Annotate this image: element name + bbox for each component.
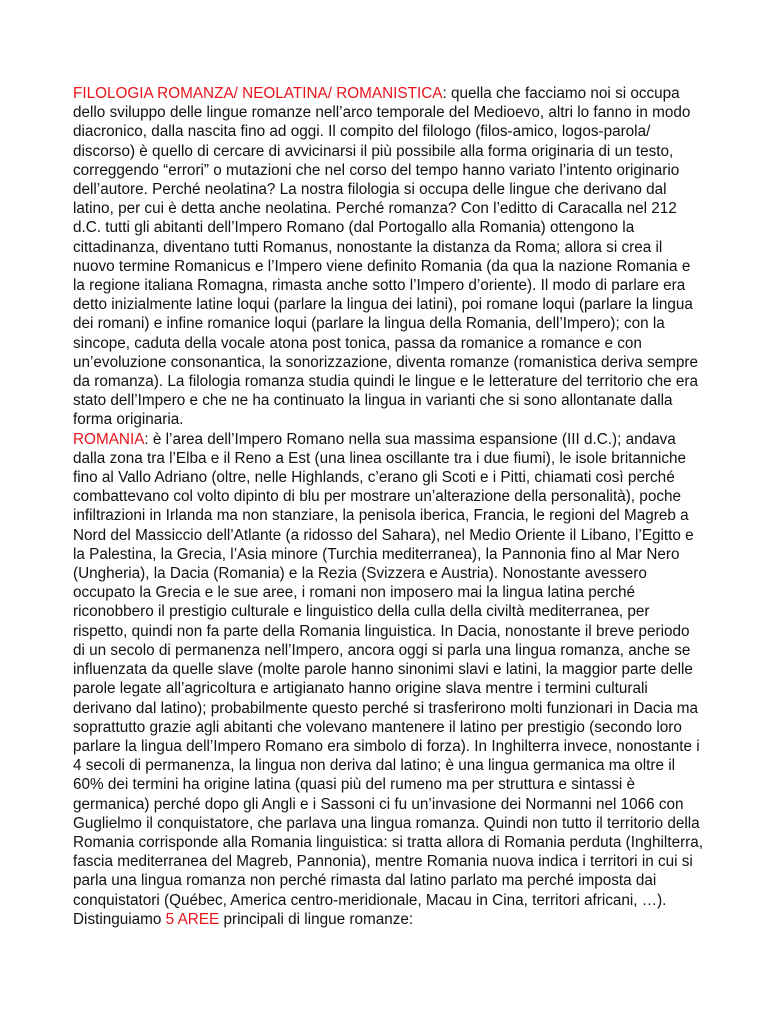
paragraph-romania <box>73 430 705 910</box>
paragraph-romania-body: : è l’area dell’Impero Romano nella sua massima espansione (III d.C.); andava dalla zona tra l’Elba e il Reno a Est (una linea oscillante tra i due fiumi), le isole britanniche fino al Vallo Adriano (oltre, nelle Highlands, c’erano gli Scoti e i Pitti, chiamati così perché combattevano col volto dipinto di blu per mostrare un’alterazione della personalità), poche infiltrazioni in Irlanda ma non stanziare, la penisola iberica, Francia, le regioni del Magreb a Nord del Massiccio dell’Atlante (a ridosso del Sahara), nel Medio Oriente il Libano, l’Egitto e la Palestina, la Grecia, l’Asia minore (Turchia mediterranea), la Pannonia fino al Mar Nero (Ungheria), la Dacia (Romania) e la Rezia (Svizzera e Austria). Nonostante avessero occupato la Grecia e le sue aree, i romani non imposero mai la lingua latina perché riconobbero il prestigio culturale e linguistico della culla della civiltà mediterranea, per rispetto, quindi non fa parte della Romania linguistica. In Dacia, nonostante il breve periodo di un secolo di permanenza nell’Impero, ancora oggi si parla una lingua romanza, anche se influenzata da quelle slave (molte parole hanno sinonimi slavi e latini, la maggior parte delle parole legate all’agricoltura e artigianato hanno origine slava mentre i termini culturali derivano dal latino); probabilmente questo perché si trasferirono molti funzionari in Dacia ma soprattutto grazie agli abitanti che volevano mantenere il latino per prestigio (secondo loro parlare la lingua dell’Impero Romano era simbolo di forza). In Inghilterra invece, nonostante i 4 secoli di permanenza, la lingua non deriva dal latino; è una lingua germanica ma oltre il 60% dei termini ha origine latina (quasi più del rumeno ma per struttura e sintassi è germanica) perché dopo gli Angli e i Sassoni ci fu un’invasione dei Normanni nel 1066 con Guglielmo il conquistatore, che parlava una lingua romanza. Quindi non tutto il territorio della Romania corrisponde alla Romania linguistica: si tratta allora di Romania perduta (Inghilterra, fascia mediterranea del Magreb, Pannonia), mentre Romania nuova indica i territori in cui si parla una lingua romanza non perché rimasta dal latino parlato ma perché imposta dai conquistatori (Québec, America centro-meridionale, Macau in Cina, territori africani, …). <box>73 430 704 909</box>
heading-romania: ROMANIA <box>73 430 145 448</box>
paragraph-filologia-romanza-body: : quella che facciamo noi si occupa dello sviluppo delle lingue romanze nell’arco temporale del Medioevo, altri lo fanno in modo diacronico, dalla nascita fino ad oggi. Il compito del filologo (filos-amico, logos-parola/ discorso) è quello di cercare di avvicinarsi il più possibile alla forma originaria di un testo, correggendo “errori” o mutazioni che nel corso del tempo hanno variato l’intento originario dell’autore. Perché neolatina? La nostra filologia si occupa delle lingue che derivano dal latino, per cui è detta anche neolatina. Perché romanza? Con l’editto di Caracalla nel 212 d.C. tutti gli abitanti dell’Impero Romano (dal Portogallo alla Romania) ottengono la cittadinanza, diventano tutti Romanus, nonostante la distanza da Roma; allora si crea il nuovo termine Romanicus e l’Impero viene definito Romania (da qua la nazione Romania e la regione italiana Romagna, rimasta anche sotto l’Impero d’oriente). Il modo di parlare era detto inizialmente latine loqui (parlare la lingua dei latini), poi romane loqui (parlare la lingua dei romani) e infine romanice loqui (parlare la lingua della Romania, dell’Impero); con la sincope, caduta della vocale atona post tonica, passa da romanice a romance e con un’evoluzione consonantica, la sonorizzazione, diventa romanze (romanistica deriva sempre da romanza). La filologia romanza studia quindi le lingue e le letterature del territorio che era stato dell’Impero e che ne ha continuato la lingua in varianti che si sono allontanate dalla forma originaria. <box>73 85 698 429</box>
paragraph-cinque-aree <box>73 910 705 929</box>
document-page <box>73 84 705 929</box>
cinque-aree-outro: principali di lingue romanze: <box>219 910 414 928</box>
heading-filologia-romanza: FILOLOGIA ROMANZA/ NEOLATINA/ ROMANISTICA <box>73 85 443 102</box>
cinque-aree-highlight: 5 AREE <box>165 910 220 928</box>
paragraph-filologia-romanza <box>73 84 705 430</box>
cinque-aree-intro: Distinguiamo <box>73 910 166 928</box>
